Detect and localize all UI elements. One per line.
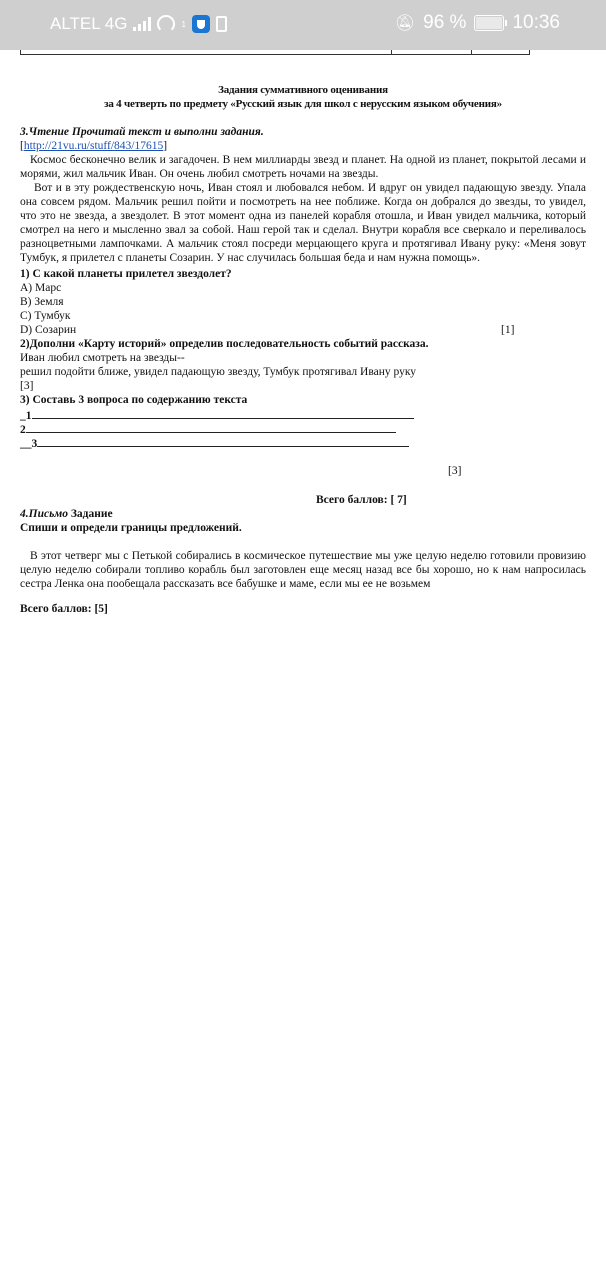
writing-paragraph: В этот четверг мы с Петькой собирались в космическое путешествие мы уже целую неделю готовили провизию целую неделю собирали топливо корабль был заготовлен еще месяц назад все бы хорошо, но к нам напросилась сестра Ленка она пообещала рассказать все бабушке и маме, если мы ее не возьмем: [20, 550, 586, 590]
signal-icon: [133, 17, 151, 31]
question-1: 1) С какой планеты прилетел звездолет?: [20, 268, 232, 280]
link-bracket-open: [: [20, 140, 24, 152]
writing-heading-rest: Задание: [67, 508, 113, 520]
question-2: 2)Дополни «Карту историй» определив последовательность событий рассказа.: [20, 338, 429, 350]
q1-option-a: А) Марс: [20, 282, 62, 294]
carrier-label: ALTEL 4G: [50, 14, 128, 33]
q1-score: [1]: [501, 324, 515, 336]
q3-line-2-label: 2: [20, 424, 26, 436]
source-link-line: [20, 139, 167, 153]
hotspot-icon: [157, 15, 175, 33]
q3-answer-line-3: [20, 435, 409, 451]
clock: 10:36: [512, 12, 560, 33]
q3-score: [3]: [448, 465, 462, 477]
story-text: [20, 153, 586, 265]
writing-instruction: Спиши и определи границы предложений.: [20, 522, 242, 534]
doc-title-line2: за 4 четверть по предмету «Русский язык для школ с нерусским языком обучения»: [104, 98, 502, 110]
doc-title-line1: Задания суммативного оценивания: [218, 84, 388, 96]
battery-icon: [474, 15, 504, 31]
story-paragraph-2: Вот и в эту рождественскую ночь, Иван стоял и любовался небом. И вдруг он увидел падающую звезду. Упала она совсем рядом. Мальчик решил пойти и посмотреть на нее поближе. Когда он добрался до звезды, то увидел, что это не звезда, а звездолет. В этот момент одна из панелей корабля отошла, и Иван увидел мальчика, который смотрел на него и мысленно звал за собой. Наш герой так и сделал. Внутри корабля все сверкало и переливалось разноцветными лампочками. А мальчик стоял посреди мерцающего круга и протягивал Ивану руку: «Меня зовут Тумбук, я прилетел с планеты Созарин. У нас случилась большая беда и нам нужна помощь».: [20, 182, 586, 264]
reading-heading: 3.Чтение Прочитай текст и выполни задания.: [20, 126, 264, 138]
writing-heading-italic: 4.Письмо: [20, 508, 68, 520]
q1-option-d: D) Созарин: [20, 324, 77, 336]
q3-line-1-label: _1: [20, 410, 32, 422]
writing-heading: [20, 507, 113, 521]
status-right: [395, 12, 560, 34]
reading-total: Всего баллов: [ 7]: [316, 494, 407, 506]
mute-bell-icon: 🔕︎: [394, 15, 416, 32]
sim-icon: [216, 16, 227, 32]
table-remnant: [20, 50, 530, 55]
source-link[interactable]: http://21vu.ru/stuff/843/17615: [23, 140, 164, 152]
story-paragraph-1: Космос бесконечно велик и загадочен. В нем миллиарды звезд и планет. На одной из планет, покрытой лесами и морями, жил мальчик Иван. Он очень любил смотреть ночами на звезды.: [20, 154, 586, 180]
shield-icon: [192, 15, 210, 33]
writing-text: [20, 549, 586, 591]
q1-option-c: С) Тумбук: [20, 310, 71, 322]
link-bracket-close: ]: [163, 140, 168, 152]
status-left: [50, 14, 227, 34]
q2-line-2: решил подойти ближе, увидел падающую звезду, Тумбук протягивал Ивану руку: [20, 366, 417, 378]
battery-percent: 96 %: [423, 12, 467, 33]
q3-line-3-label: __3: [20, 438, 38, 450]
question-3: 3) Составь 3 вопроса по содержанию текста: [20, 394, 248, 406]
q2-line-1: Иван любил смотреть на звезды--: [20, 352, 185, 364]
q2-score: [3]: [20, 380, 34, 392]
q1-option-b: В) Земля: [20, 296, 64, 308]
status-bar: [0, 0, 606, 50]
writing-total: Всего баллов: [5]: [20, 603, 108, 615]
notification-count: 1: [181, 19, 186, 29]
